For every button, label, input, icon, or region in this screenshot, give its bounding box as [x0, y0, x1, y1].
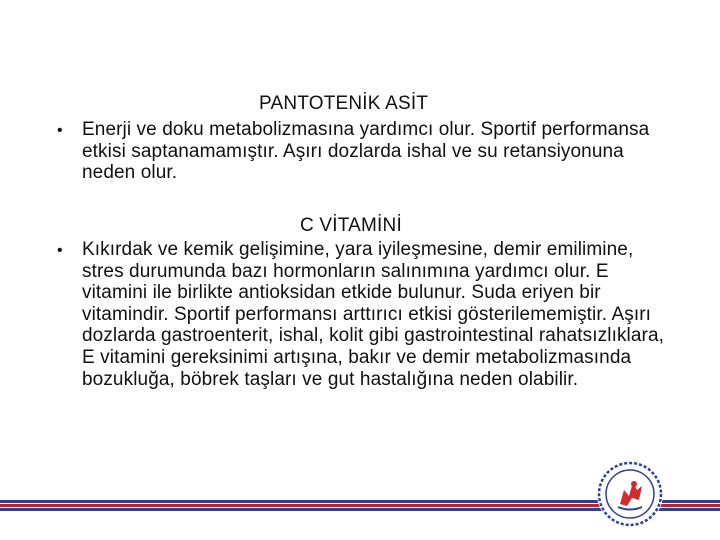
- bullet-text-c-vitamini: Kıkırdak ve kemik gelişimine, yara iyileşmesine, demir emilimine, stres durumunda bazı hormonların salınımına yardımcı olur. E vitamini ile birlikte antioksidan etkide bulunur. Suda eriyen bir vitamindir. Sportif performansı arttırıcı etkisi gösterilememiştir. Aşırı dozlarda gastroenterit, ishal, kolit gibi gastrointestinal rahatsızlıklara, E vitamini gereksinimi artışına, bakır ve demir metabolizmasında bozukluğa, böbrek taşları ve gut hastalığına neden olabilir.: [82, 239, 665, 390]
- bullet-icon: •: [57, 122, 63, 139]
- section-title-pantotenik-asit: PANTOTENİK ASİT: [259, 93, 429, 114]
- university-seal-logo-icon: [596, 460, 664, 528]
- section-title-c-vitamini: C VİTAMİNİ: [300, 215, 402, 236]
- bullet-text-pantotenik-asit: Enerji ve doku metabolizmasına yardımcı olur. Sportif performansa etkisi saptanamamıştır. Aşırı dozlarda ishal ve su retansiyonuna neden olur.: [82, 119, 650, 184]
- bullet-icon: •: [57, 242, 63, 259]
